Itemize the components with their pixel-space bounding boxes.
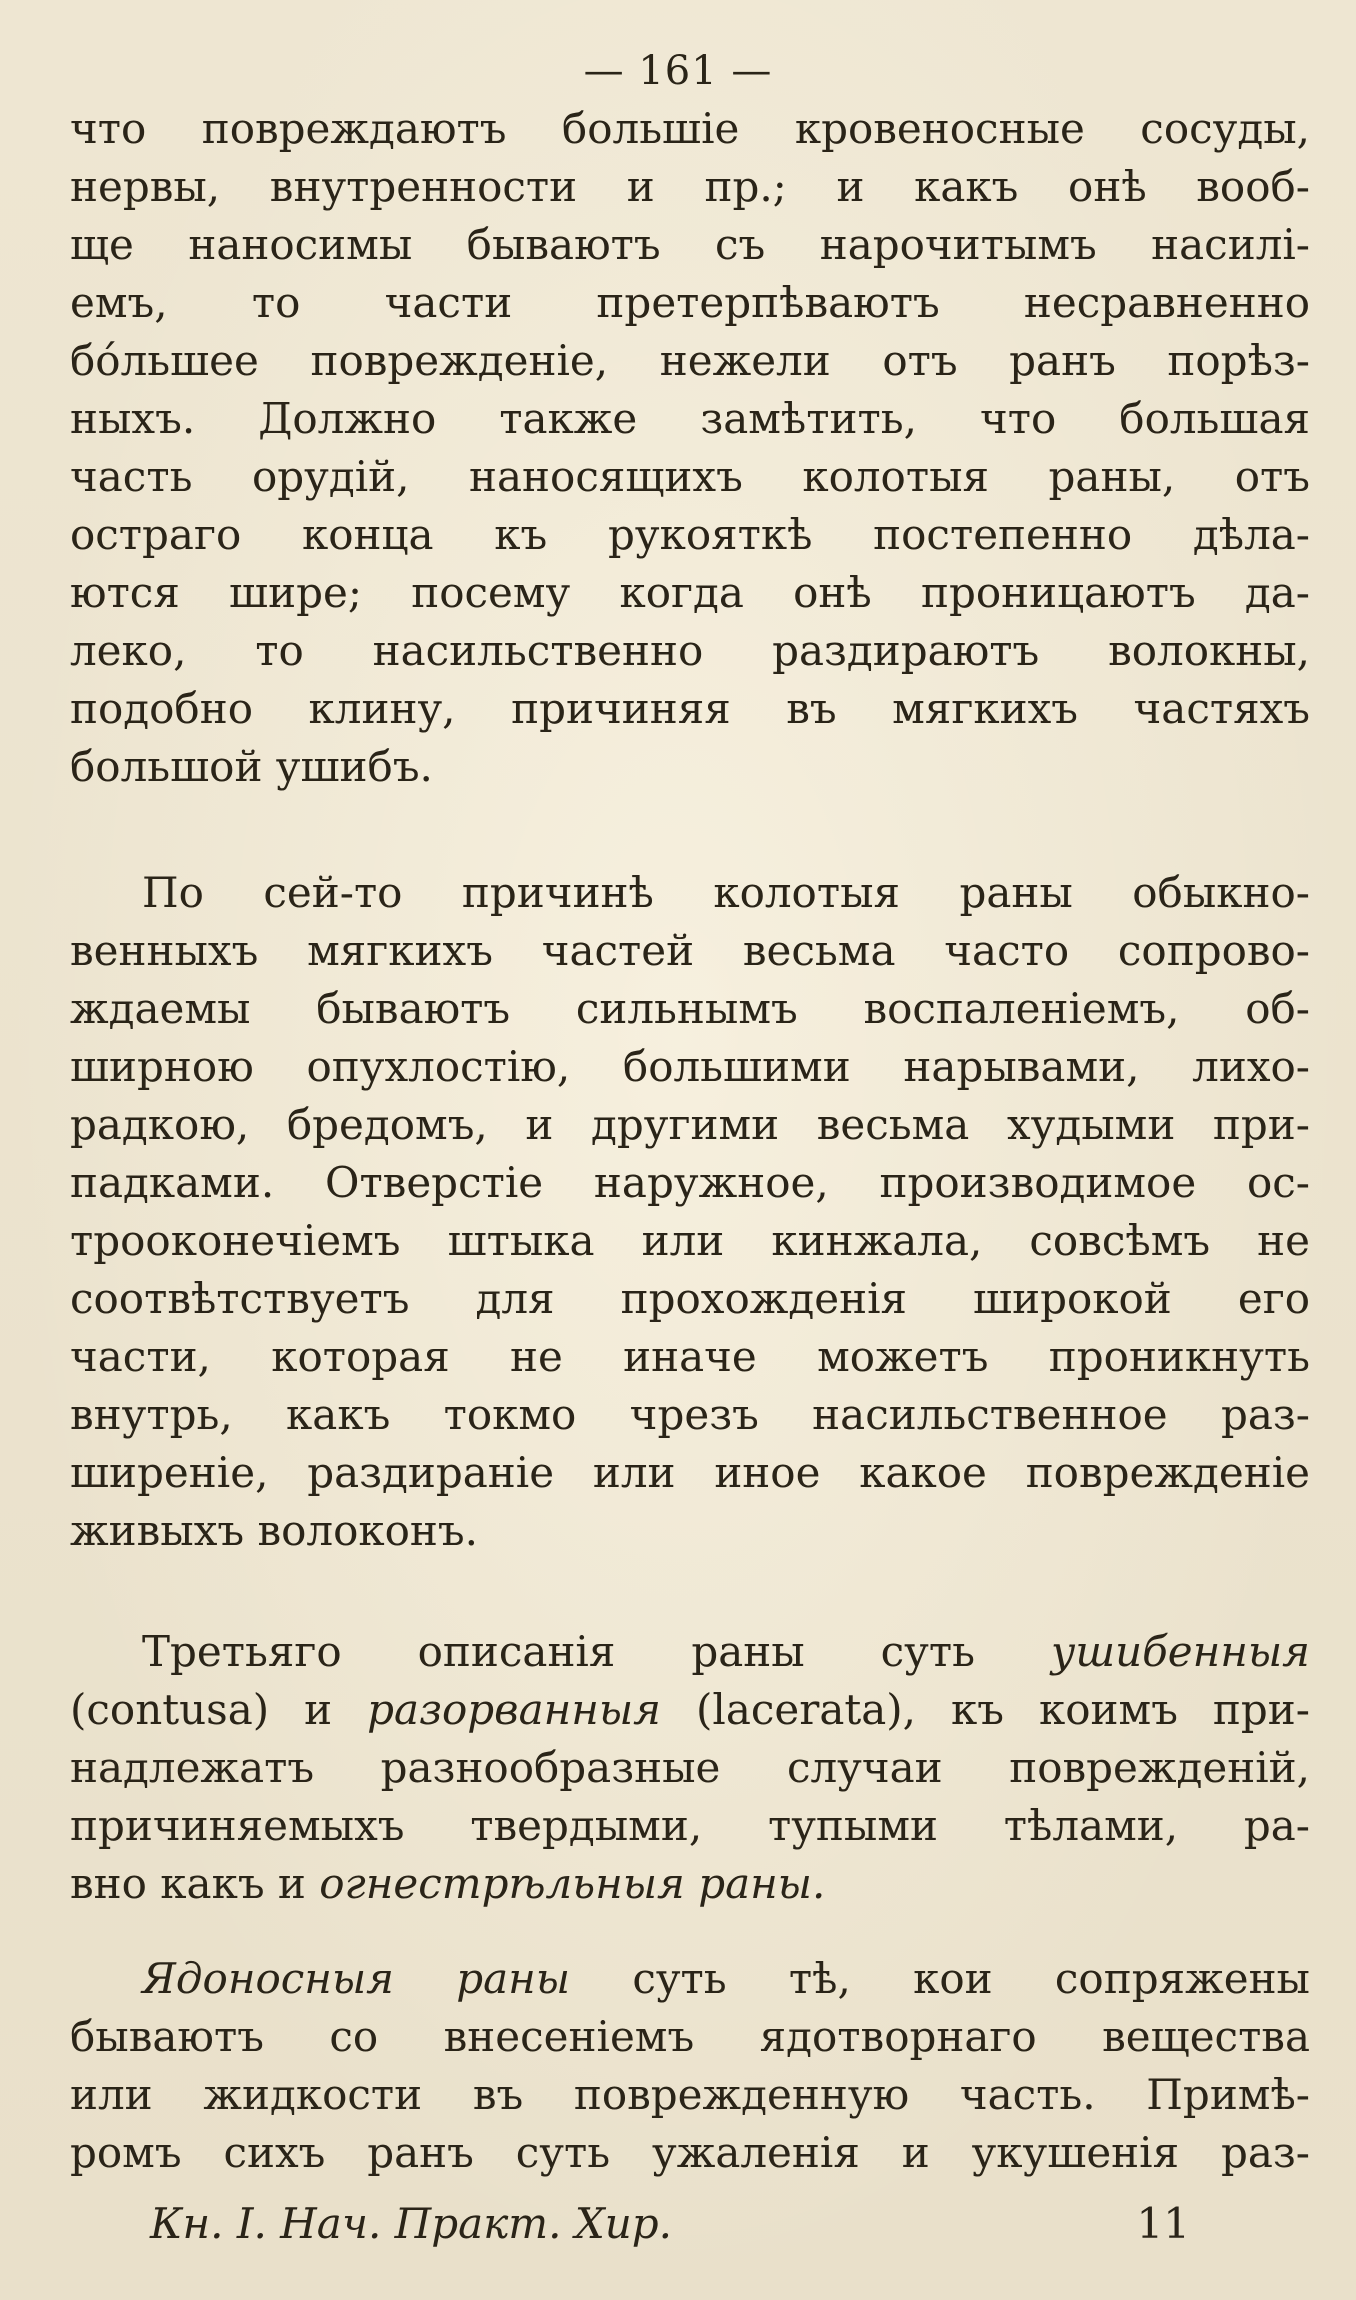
page-number-header: — 161 —: [583, 48, 773, 94]
signature-number: 11: [1136, 2199, 1190, 2248]
text-run: Третьяго описанія раны суть: [142, 1627, 1051, 1676]
text-line: большой ушибъ.: [70, 742, 433, 791]
text-line: радкою, бредомъ, и другими весьма худыми при-: [70, 1100, 1310, 1149]
text-line: ются шире; посему когда онѣ проницаютъ да-: [70, 568, 1310, 617]
text-line: [70, 1950, 1310, 2008]
text-line: или жидкости въ поврежденную часть. Примѣ-: [70, 2070, 1310, 2119]
text-line: ще наносимы бываютъ съ нарочитымъ насилі-: [70, 220, 1310, 269]
text-line: что повреждаютъ большіе кровеносные сосуды,: [70, 104, 1310, 153]
book-signature: Кн. I. Нач. Практ. Хир.: [150, 2199, 673, 2248]
text-line: ширеніе, раздираніе или иное какое поврежденіе: [70, 1448, 1310, 1497]
text-line: емъ, то части претерпѣваютъ несравненно: [70, 278, 1310, 327]
text-line: ромъ сихъ ранъ суть ужаленія и укушенія раз-: [70, 2128, 1310, 2177]
text-line: живыхъ волоконъ.: [70, 1506, 478, 1555]
text-line: подобно клину, причиняя въ мягкихъ частяхъ: [70, 684, 1310, 733]
text-line: ныхъ. Должно также замѣтить, что большая: [70, 394, 1310, 443]
paragraph-3: [70, 1623, 1310, 1913]
text-run: (contusa) и: [70, 1685, 368, 1734]
text-line: нервы, внутренности и пр.; и какъ онѣ вооб-: [70, 162, 1310, 211]
text-line: [70, 1681, 1310, 1739]
text-line: бываютъ со внесеніемъ ядотворнаго вещества: [70, 2012, 1310, 2061]
text-line: трооконечіемъ штыка или кинжала, совсѣмъ не: [70, 1216, 1310, 1265]
italic-term: разорванныя: [367, 1685, 661, 1734]
text-line: [70, 1855, 1310, 1913]
text-line: леко, то насильственно раздираютъ волокны,: [70, 626, 1310, 675]
text-line: внутрь, какъ токмо чрезъ насильственное раз-: [70, 1390, 1310, 1439]
text-line: части, которая не иначе можетъ проникнуть: [70, 1332, 1310, 1381]
text-run: вно какъ и: [70, 1859, 320, 1908]
text-line: венныхъ мягкихъ частей весьма часто сопрово-: [70, 926, 1310, 975]
text-line: По сей-то причинѣ колотыя раны обыкно-: [142, 868, 1310, 917]
paragraph-4: [70, 1950, 1310, 2182]
italic-term: ушибенныя: [1050, 1627, 1310, 1676]
paragraph-1: [70, 100, 1310, 796]
text-line: причиняемыхъ твердыми, тупыми тѣлами, ра-: [70, 1801, 1310, 1850]
text-line: часть орудій, наносящихъ колотыя раны, отъ: [70, 452, 1310, 501]
text-line: бóльшее поврежденіе, нежели отъ ранъ порѣз-: [70, 336, 1310, 385]
text-line: остраго конца къ рукояткѣ постепенно дѣла-: [70, 510, 1310, 559]
text-line: ждаемы бываютъ сильнымъ воспаленіемъ, об-: [70, 984, 1310, 1033]
text-line: [70, 1623, 1310, 1681]
page-footer: [150, 2195, 1190, 2253]
italic-term: Ядоносныя раны: [142, 1954, 571, 2003]
text-line: ширною опухлостію, большими нарывами, лихо-: [70, 1042, 1310, 1091]
text-run: суть тѣ, кои сопряжены: [570, 1954, 1310, 2003]
text-line: надлежатъ разнообразные случаи поврежденій,: [70, 1743, 1310, 1792]
italic-term: огнестрѣльныя раны.: [319, 1859, 826, 1908]
text-line: падками. Отверстіе наружное, производимое ос-: [70, 1158, 1310, 1207]
paragraph-2: [70, 864, 1310, 1560]
text-line: соотвѣтствуетъ для прохожденія широкой его: [70, 1274, 1310, 1323]
text-run: (lacerata), къ коимъ при-: [661, 1685, 1310, 1734]
